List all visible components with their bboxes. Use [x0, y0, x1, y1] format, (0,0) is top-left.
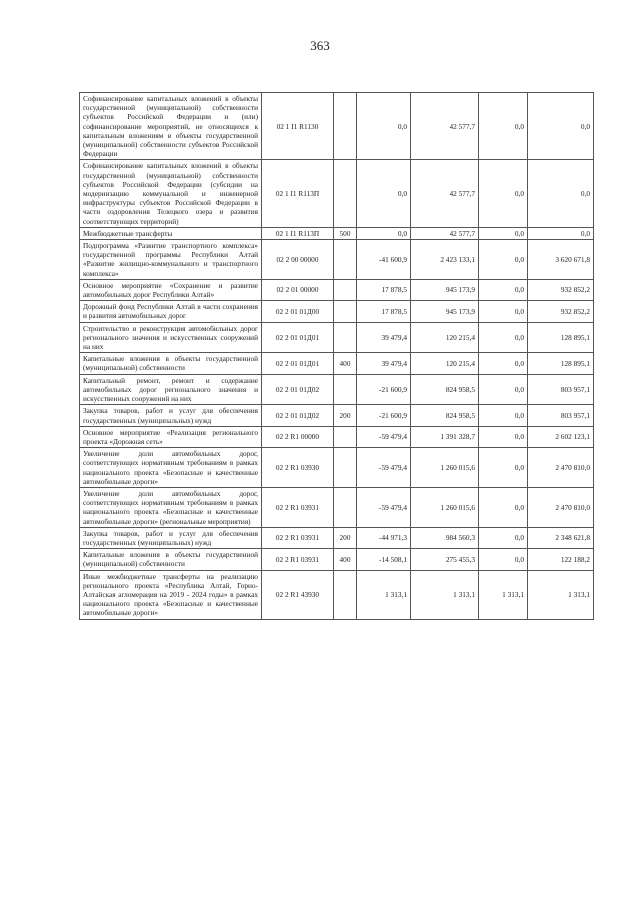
expense-type-cell — [334, 570, 357, 619]
expense-type-cell — [334, 374, 357, 405]
table-row — [80, 353, 594, 374]
amount-change-cell: 0,0 — [357, 93, 411, 160]
amount-change-cell: 17 878,5 — [357, 301, 411, 322]
target-code-cell: 02 2 R1 03931 — [262, 487, 334, 527]
amount-next-year-cell: 3 620 671,8 — [528, 240, 594, 280]
table-row — [80, 448, 594, 488]
amount-federal-cell: 0,0 — [479, 374, 528, 405]
row-name-cell: Закупка товаров, работ и услуг для обеспечения государственных (муниципальных) нужд — [80, 527, 262, 548]
amount-federal-cell: 0,0 — [479, 487, 528, 527]
expense-type-cell — [334, 487, 357, 527]
amount-next-year-cell: 0,0 — [528, 160, 594, 227]
table-row — [80, 160, 594, 227]
amount-change-cell: -59 479,4 — [357, 487, 411, 527]
amount-federal-cell: 0,0 — [479, 301, 528, 322]
amount-federal-cell: 0,0 — [479, 322, 528, 353]
row-name-cell: Капитальные вложения в объекты государственной (муниципальной) собственности — [80, 353, 262, 374]
amount-change-cell: -14 508,1 — [357, 549, 411, 570]
amount-federal-cell: 0,0 — [479, 240, 528, 280]
table-row — [80, 549, 594, 570]
target-code-cell: 02 1 I1 R1130 — [262, 93, 334, 160]
amount-change-cell: -41 600,9 — [357, 240, 411, 280]
page-number: 363 — [310, 38, 330, 53]
amount-change-cell: 0,0 — [357, 227, 411, 239]
expense-type-cell — [334, 279, 357, 300]
amount-federal-cell: 0,0 — [479, 279, 528, 300]
amount-change-cell: 0,0 — [357, 160, 411, 227]
amount-total-cell: 120 215,4 — [411, 353, 479, 374]
amount-next-year-cell: 932 852,2 — [528, 279, 594, 300]
table-row — [80, 279, 594, 300]
amount-change-cell: 39 479,4 — [357, 322, 411, 353]
amount-change-cell: -21 600,9 — [357, 405, 411, 426]
target-code-cell: 02 2 R1 03930 — [262, 448, 334, 488]
target-code-cell: 02 2 R1 00000 — [262, 426, 334, 447]
amount-total-cell: 1 260 015,6 — [411, 448, 479, 488]
amount-total-cell: 1 391 328,7 — [411, 426, 479, 447]
amount-next-year-cell: 2 348 621,8 — [528, 527, 594, 548]
amount-total-cell: 824 958,5 — [411, 374, 479, 405]
amount-next-year-cell: 128 895,1 — [528, 322, 594, 353]
target-code-cell: 02 2 01 01Д00 — [262, 301, 334, 322]
table-row — [80, 487, 594, 527]
table-row — [80, 227, 594, 239]
row-name-cell: Софинансирование капитальных вложений в объекты государственной (муниципальной) собственности субъектов Российской Федерации и (или) софинансирование мероприятий, не относящихся к капитальным вложениям в объекты государственной (муниципальной) собственности субъектов Российской Федерации — [80, 93, 262, 160]
row-name-cell: Капитальный ремонт, ремонт и содержание автомобильных дорог регионального значения и искусственных сооружений на них — [80, 374, 262, 405]
amount-total-cell: 1 260 015,6 — [411, 487, 479, 527]
table-row — [80, 374, 594, 405]
table-row — [80, 93, 594, 160]
row-name-cell: Строительство и реконструкция автомобильных дорог регионального значения и искусственных сооружений на них — [80, 322, 262, 353]
amount-federal-cell: 0,0 — [479, 527, 528, 548]
amount-federal-cell: 0,0 — [479, 93, 528, 160]
amount-next-year-cell: 0,0 — [528, 227, 594, 239]
amount-federal-cell: 0,0 — [479, 160, 528, 227]
target-code-cell: 02 2 01 00000 — [262, 279, 334, 300]
amount-total-cell: 824 958,5 — [411, 405, 479, 426]
row-name-cell: Софинансирование капитальных вложений в объекты государственной (муниципальной) собственности субъектов Российской Федерации (субсидии на модернизацию коммунальной и инженерной инфраструктуры субъектов Российской Федерации в части оздоровления Телецкого озера и развития соответствующих территорий) — [80, 160, 262, 227]
target-code-cell: 02 1 I1 R113П — [262, 160, 334, 227]
amount-change-cell: 1 313,1 — [357, 570, 411, 619]
expense-type-cell — [334, 93, 357, 160]
amount-change-cell: 39 479,4 — [357, 353, 411, 374]
table-row — [80, 527, 594, 548]
amount-next-year-cell: 803 957,1 — [528, 374, 594, 405]
row-name-cell: Основное мероприятие «Реализация регионального проекта «Дорожная сеть» — [80, 426, 262, 447]
target-code-cell: 02 2 01 01Д02 — [262, 374, 334, 405]
expense-type-cell: 200 — [334, 527, 357, 548]
expense-type-cell: 500 — [334, 227, 357, 239]
expense-type-cell — [334, 426, 357, 447]
amount-change-cell: -21 600,9 — [357, 374, 411, 405]
amount-federal-cell: 0,0 — [479, 353, 528, 374]
amount-total-cell: 42 577,7 — [411, 160, 479, 227]
target-code-cell: 02 2 R1 03931 — [262, 549, 334, 570]
row-name-cell: Капитальные вложения в объекты государственной (муниципальной) собственности — [80, 549, 262, 570]
amount-federal-cell: 0,0 — [479, 549, 528, 570]
amount-next-year-cell: 0,0 — [528, 93, 594, 160]
amount-next-year-cell: 128 895,1 — [528, 353, 594, 374]
row-name-cell: Межбюджетные трансферты — [80, 227, 262, 239]
amount-change-cell: -44 971,3 — [357, 527, 411, 548]
amount-change-cell: -59 479,4 — [357, 426, 411, 447]
target-code-cell: 02 2 01 01Д01 — [262, 353, 334, 374]
amount-federal-cell: 1 313,1 — [479, 570, 528, 619]
table-row — [80, 426, 594, 447]
expense-type-cell — [334, 301, 357, 322]
amount-next-year-cell: 122 188,2 — [528, 549, 594, 570]
amount-total-cell: 120 215,4 — [411, 322, 479, 353]
amount-total-cell: 42 577,7 — [411, 93, 479, 160]
table-row — [80, 301, 594, 322]
budget-table-body — [80, 93, 594, 620]
table-row — [80, 570, 594, 619]
expense-type-cell: 400 — [334, 353, 357, 374]
row-name-cell: Подпрограмма «Развитие транспортного комплекса» государственной программы Республики Алтай «Развитие жилищно-коммунального и транспортного комплекса» — [80, 240, 262, 280]
target-code-cell: 02 1 I1 R113П — [262, 227, 334, 239]
row-name-cell: Увеличение доли автомобильных дорог, соответствующих нормативным требованиям в рамках национального проекта «Безопасные и качественные автомобильные дороги» (региональные мероприятия) — [80, 487, 262, 527]
expense-type-cell — [334, 160, 357, 227]
amount-total-cell: 275 455,3 — [411, 549, 479, 570]
target-code-cell: 02 2 R1 43930 — [262, 570, 334, 619]
expense-type-cell — [334, 322, 357, 353]
row-name-cell: Основное мероприятие «Сохранение и развитие автомобильных дорог Республики Алтай» — [80, 279, 262, 300]
target-code-cell: 02 2 01 01Д01 — [262, 322, 334, 353]
target-code-cell: 02 2 00 00000 — [262, 240, 334, 280]
table-row — [80, 405, 594, 426]
row-name-cell: Иные межбюджетные трансферты на реализацию регионального проекта «Республика Алтай, Горно-Алтайская агломерация на 2019 - 2024 годы» в рамках национального проекта «Безопасные и качественные автомобильные дороги» — [80, 570, 262, 619]
amount-federal-cell: 0,0 — [479, 227, 528, 239]
amount-total-cell: 984 560,3 — [411, 527, 479, 548]
amount-next-year-cell: 803 957,1 — [528, 405, 594, 426]
row-name-cell: Дорожный фонд Республики Алтай в части сохранения и развития автомобильных дорог — [80, 301, 262, 322]
amount-total-cell: 2 423 133,1 — [411, 240, 479, 280]
amount-next-year-cell: 2 470 810,0 — [528, 448, 594, 488]
row-name-cell: Закупка товаров, работ и услуг для обеспечения государственных (муниципальных) нужд — [80, 405, 262, 426]
amount-change-cell: 17 878,5 — [357, 279, 411, 300]
amount-federal-cell: 0,0 — [479, 448, 528, 488]
amount-next-year-cell: 2 602 123,1 — [528, 426, 594, 447]
expense-type-cell — [334, 240, 357, 280]
target-code-cell: 02 2 R1 03931 — [262, 527, 334, 548]
amount-federal-cell: 0,0 — [479, 405, 528, 426]
table-row — [80, 322, 594, 353]
amount-next-year-cell: 2 470 810,0 — [528, 487, 594, 527]
budget-table — [79, 92, 594, 620]
amount-next-year-cell: 1 313,1 — [528, 570, 594, 619]
table-row — [80, 240, 594, 280]
amount-total-cell: 1 313,1 — [411, 570, 479, 619]
amount-total-cell: 945 173,9 — [411, 301, 479, 322]
amount-next-year-cell: 932 852,2 — [528, 301, 594, 322]
expense-type-cell: 200 — [334, 405, 357, 426]
amount-federal-cell: 0,0 — [479, 426, 528, 447]
target-code-cell: 02 2 01 01Д02 — [262, 405, 334, 426]
row-name-cell: Увеличение доли автомобильных дорог, соответствующих нормативным требованиям в рамках национального проекта «Безопасные и качественные автомобильные дороги» — [80, 448, 262, 488]
expense-type-cell: 400 — [334, 549, 357, 570]
amount-total-cell: 945 173,9 — [411, 279, 479, 300]
expense-type-cell — [334, 448, 357, 488]
amount-change-cell: -59 479,4 — [357, 448, 411, 488]
amount-total-cell: 42 577,7 — [411, 227, 479, 239]
